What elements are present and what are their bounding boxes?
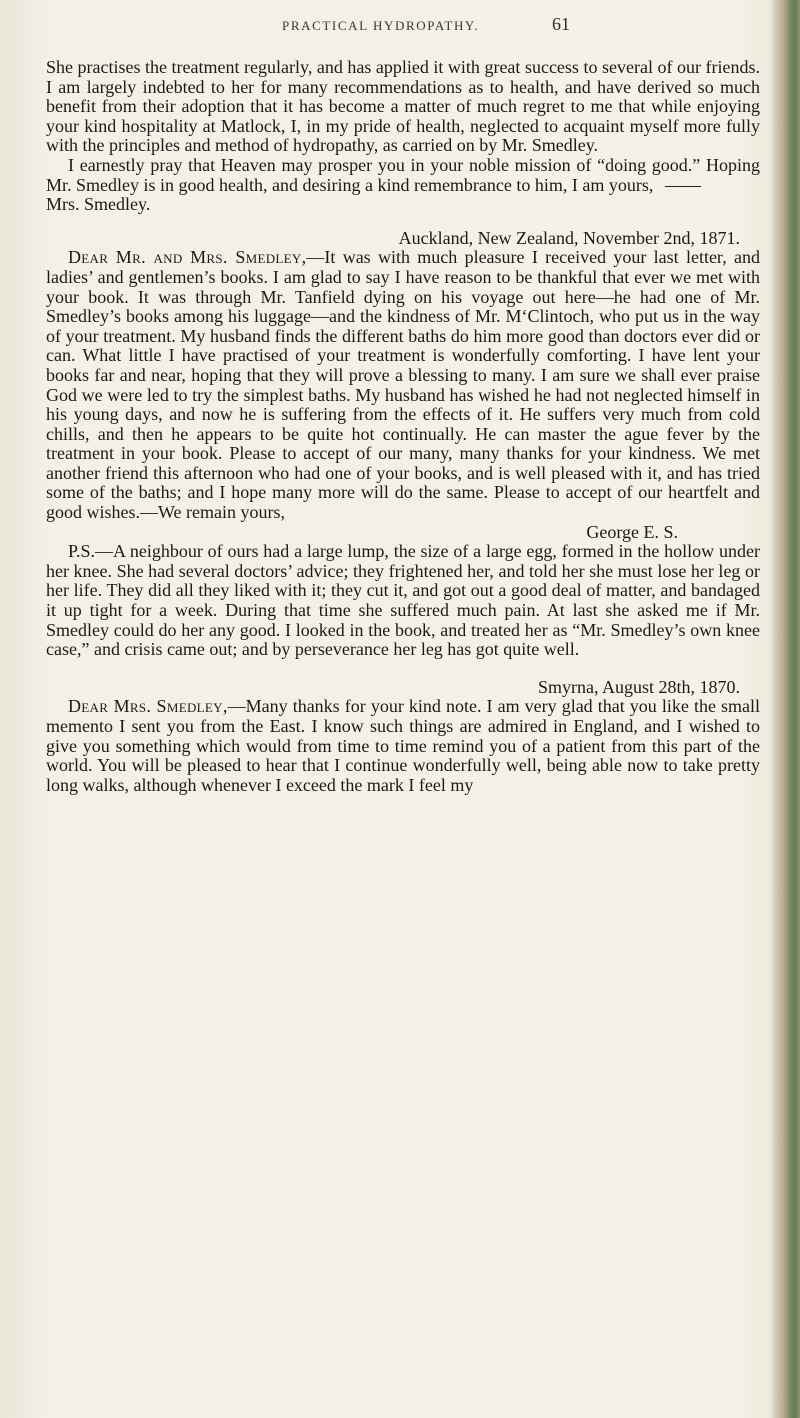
letter2-postscript: P.S.—A neighbour of ours had a large lump, the size of a large egg, formed in the hollow under her knee. She had several doctors’ advice; they frightened her, and told her she must lose her leg or her life. They did all they liked with it; they cut it, and got out a good deal of matter, and bandaged it up tight for a week. During that time she suffered much pain. At last she asked me if Mr. Smedley could do her any good. I looked in the book, and treated her as “Mr. Smedley’s own knee case,” and crisis came out; and by perseverance her leg has got quite well. <box>46 541 760 660</box>
book-binding-edge <box>774 0 800 1418</box>
letter1-addressee: Mrs. Smedley. <box>46 194 151 215</box>
letter2-signature: George E. S. <box>586 521 678 542</box>
page-body <box>46 58 760 795</box>
letter3-dateline: Smyrna, August 28th, 1870. <box>537 676 740 697</box>
letter2-salutation: Dear Mr. and Mrs. Smedley, <box>68 247 307 268</box>
letter3-body-text: —Many thanks for your kind note. I am very glad that you like the small memento I sent you from the East. I know such things are admired in England, and I wished to give you something which would from time to time remind you of a patient from this part of the world. You will be pleased to hear that I continue wonderfully well, being able now to take pretty long walks, although whenever I exceed the mark I feel my <box>46 696 760 795</box>
letter2-body-text: —It was with much pleasure I received your last letter, and ladies’ and gentlemen’s books. I am glad to say I have reason to be thankful that ever we met with your book. It was through Mr. Tanfield dying on his voyage out here—he had one of Mr. Smedley’s books among his luggage—and the kindness of Mr. M‘Clintoch, who put us in the way of your treatment. My husband finds the different baths do him more good than doctors ever did or can. What little I have practised of your treatment is wonderfully comforting. I have lent your books far and near, hoping that they will prove a blessing to many. I am sure we shall ever praise God we were led to try the simplest baths. My husband has wished he had not neglected himself in his young days, and now he is suffering from the effects of it. He suffers very much from cold chills, and then he appears to be quite hot continually. He can master the ague fever by the treatment in your book. Please to accept of our many, many thanks for your kindness. We met another friend this afternoon who had one of your books, and is well pleased with it, and has tried some of the baths; and I hope many more will do the same. Please to accept of our heartfelt and good wishes.—We remain yours, <box>46 247 760 523</box>
letter1-closing <box>46 156 760 195</box>
letter1-closing-text: I earnestly pray that Heaven may prosper you in your noble mission of “doing good.” Hoping Mr. Smedley is in good health, and desiring a kind remembrance to him, I am yours, <box>46 154 760 195</box>
running-header <box>0 14 800 38</box>
signature-dash <box>665 186 701 187</box>
page-number: 61 <box>552 14 570 34</box>
letter3-salutation: Dear Mrs. Smedley, <box>68 696 228 717</box>
letter2-dateline: Auckland, New Zealand, November 2nd, 1871. <box>398 227 740 248</box>
letter3-body <box>46 697 760 795</box>
letter1-body: She practises the treatment regularly, and has applied it with great success to several of our friends. I am largely indebted to her for many recommendations as to health, and have derived so much benefit from their adoption that it has become a matter of much regret to me that while enjoying your kind hospitality at Matlock, I, in my pride of health, neglected to acquaint myself more fully with the principles and method of hydropathy, as carried on by Mr. Smedley. <box>46 57 760 156</box>
letter2-body <box>46 248 760 522</box>
running-title: PRACTICAL HYDROPATHY. <box>282 18 480 33</box>
